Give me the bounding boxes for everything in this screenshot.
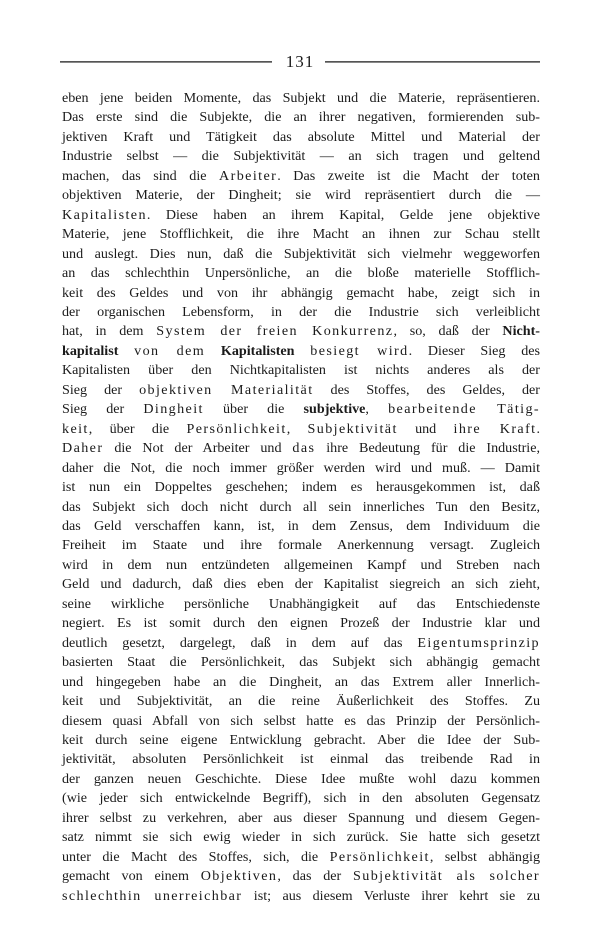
text-segment: Das erste sind die Subjekte, die an ihrer negativen, formierenden sub- bbox=[62, 109, 540, 126]
text-segment: , bbox=[365, 401, 389, 418]
text-line bbox=[62, 770, 540, 789]
text-segment: ist; aus diesem Verluste ihrer kehrt sie zu bbox=[242, 887, 541, 904]
page-header bbox=[60, 52, 540, 72]
text-segment: , über die bbox=[88, 420, 187, 437]
text-segment: die Not der Arbeiter und bbox=[103, 440, 293, 457]
spaced-emphasis: Subjektivität bbox=[307, 420, 398, 437]
text-segment: über die bbox=[203, 401, 304, 418]
bold-emphasis: Kapitalisten bbox=[220, 342, 295, 359]
text-line bbox=[62, 459, 540, 478]
spaced-emphasis: ihre Kraft bbox=[453, 420, 537, 437]
text-segment: Freiheit im Staate und ihre formale Anerkennung versagt. Zugleich bbox=[62, 537, 540, 554]
text-line bbox=[62, 225, 540, 244]
text-segment: und hingegeben habe an die Dingheit, an das Extrem aller Innerlich- bbox=[62, 673, 540, 690]
text-line bbox=[62, 361, 540, 380]
text-segment: objektiven Materie, der Dingheit; sie wird repräsentiert durch die — bbox=[62, 187, 540, 204]
text-segment: , bbox=[286, 420, 308, 437]
text-line bbox=[62, 264, 540, 283]
text-segment: . Das zweite ist die Macht der toten bbox=[277, 167, 540, 184]
spaced-emphasis: System der freien Konkurrenz bbox=[156, 323, 394, 340]
text-line bbox=[62, 322, 540, 341]
text-segment: eben jene beiden Momente, das Subjekt und die Materie, repräsentieren. bbox=[62, 90, 540, 106]
spaced-emphasis: Persönlichkeit bbox=[186, 420, 287, 437]
bold-emphasis: kapitalist bbox=[62, 342, 119, 359]
spaced-emphasis: keit bbox=[62, 420, 89, 437]
text-line bbox=[62, 89, 540, 108]
text-line bbox=[62, 712, 540, 731]
text-line bbox=[62, 673, 540, 692]
text-line bbox=[62, 556, 540, 575]
text-line bbox=[62, 750, 540, 769]
text-line bbox=[62, 478, 540, 497]
text-line bbox=[62, 400, 540, 419]
spaced-emphasis: besiegt wird bbox=[310, 342, 409, 359]
text-segment: der organischen Lebensform, in der die Industrie sich verleiblicht bbox=[62, 303, 540, 320]
text-segment: deutlich gesetzt, dargelegt, daß in dem auf das bbox=[62, 634, 418, 651]
spaced-emphasis: objektiven Materialität bbox=[139, 381, 314, 398]
text-line bbox=[62, 614, 540, 633]
text-segment: keit und Subjektivität, an die reine Äußerlichkeit des Stoffes. Zu bbox=[62, 693, 540, 710]
text-segment: ist nun ein Doppeltes geschehen; indem es herausgekommen ist, daß bbox=[62, 479, 540, 496]
header-rule-right bbox=[325, 61, 540, 63]
spaced-emphasis: Dingheit bbox=[143, 401, 204, 418]
text-segment: seine wirkliche persönliche Unabhängigkeit auf das Entschiedenste bbox=[62, 595, 540, 612]
text-segment: an das schlechthin Unpersönliche, an die bloße materielle Stofflich- bbox=[62, 265, 540, 282]
text-line bbox=[62, 731, 540, 750]
spaced-emphasis: das bbox=[292, 440, 316, 457]
text-line bbox=[62, 342, 540, 361]
text-line bbox=[62, 653, 540, 672]
text-line bbox=[62, 498, 540, 517]
text-segment: gemacht von einem bbox=[62, 868, 201, 885]
text-line bbox=[62, 206, 540, 225]
text-segment: , das der bbox=[277, 868, 354, 885]
body-text bbox=[62, 89, 540, 906]
text-line bbox=[62, 439, 540, 458]
text-line bbox=[62, 692, 540, 711]
text-line bbox=[62, 828, 540, 847]
text-segment: daher die Not, die noch immer größer werden wird und muß. — Damit bbox=[62, 459, 540, 476]
text-segment: diesem quasi Abfall von sich selbst hatte es das Prinzip der Persönlich- bbox=[62, 712, 540, 729]
spaced-emphasis: Arbeiter bbox=[219, 167, 278, 184]
text-segment: das Subjekt sich doch nicht durch all sein innerliches Tun den Besitz, bbox=[62, 498, 540, 515]
text-line bbox=[62, 128, 540, 147]
text-line bbox=[62, 381, 540, 400]
spaced-emphasis: schlechthin unerreichbar bbox=[62, 887, 243, 904]
text-segment: ihrer selbst zu verkehren, aber aus dieser Spannung und diesem Gegen- bbox=[62, 809, 540, 826]
text-line bbox=[62, 867, 540, 886]
text-line bbox=[62, 284, 540, 303]
text-segment: keit durch seine eigene Entwicklung gebracht. Aber die Idee der Sub- bbox=[62, 731, 540, 748]
text-segment: Sieg der bbox=[62, 381, 140, 398]
spaced-emphasis: Subjektivität als solcher bbox=[353, 868, 540, 885]
page-number: 131 bbox=[285, 52, 315, 71]
text-line bbox=[62, 848, 540, 867]
spaced-emphasis: Objektiven bbox=[200, 868, 278, 885]
text-segment bbox=[295, 343, 311, 359]
text-segment: , so, daß der bbox=[393, 323, 503, 340]
text-segment: der ganzen neuen Geschichte. Diese Idee mußte wohl dazu kommen bbox=[62, 770, 540, 787]
text-segment: ihre Bedeutung für die Industrie, bbox=[315, 440, 541, 457]
text-line bbox=[62, 245, 540, 264]
text-segment: . Dieser Sieg des bbox=[408, 342, 540, 359]
text-segment bbox=[118, 343, 134, 359]
text-segment: jektiven Kraft und Tätigkeit das absolute Mittel und Material der bbox=[62, 128, 540, 145]
text-segment: Industrie selbst — die Subjektivität — an sich tragen und geltend bbox=[62, 148, 540, 165]
text-line bbox=[62, 108, 540, 127]
text-segment: das Geld verschaffen kann, ist, in dem Zensus, dem Individuum die bbox=[62, 517, 540, 534]
text-line bbox=[62, 575, 540, 594]
text-line bbox=[62, 517, 540, 536]
text-segment: Geld und dadurch, daß dies eben der Kapitalist siegreich an sich zieht, bbox=[62, 576, 540, 593]
text-segment: des Stoffes, des Geldes, der bbox=[313, 381, 540, 398]
text-line bbox=[62, 420, 540, 439]
spaced-emphasis: Daher bbox=[62, 440, 104, 457]
text-line bbox=[62, 595, 540, 614]
spaced-emphasis: bearbeitende Tätig- bbox=[388, 401, 541, 418]
text-segment: Kapitalisten über den Nichtkapitalisten ist nichts anderes als der bbox=[62, 362, 540, 379]
text-segment: unter die Macht des Stoffes, sich, die bbox=[62, 848, 330, 865]
text-segment: machen, das sind die bbox=[62, 167, 220, 184]
text-segment: , selbst abhängig bbox=[429, 848, 540, 865]
spaced-emphasis: Eigentumsprinzip bbox=[417, 634, 540, 651]
text-line bbox=[62, 303, 540, 322]
text-segment: und auslegt. Dies nun, daß die Subjektivität sich vielmehr weggeworfen bbox=[62, 245, 540, 262]
text-line bbox=[62, 634, 540, 653]
text-segment: und bbox=[397, 420, 454, 437]
spaced-emphasis: Persönlichkeit bbox=[329, 848, 430, 865]
text-line bbox=[62, 887, 540, 906]
text-line bbox=[62, 809, 540, 828]
text-segment: basierten Staat die Persönlichkeit, das Subjekt sich abhängig gemacht bbox=[62, 654, 540, 671]
text-segment: satz nimmt sie sich ewig wieder in sich zurück. Sie hatte sich gesetzt bbox=[62, 829, 540, 846]
text-segment: wird in dem nun entzündeten allgemeinen Kampf und Streben nach bbox=[62, 556, 540, 573]
header-rule-left bbox=[60, 61, 272, 63]
spaced-emphasis: Kapitalisten bbox=[62, 206, 147, 223]
text-line bbox=[62, 186, 540, 205]
spaced-emphasis: von dem bbox=[134, 342, 206, 359]
text-segment: Sieg der bbox=[62, 401, 144, 418]
text-segment: . Diese haben an ihrem Kapital, Gelde jene objektive bbox=[146, 206, 540, 223]
text-segment: negiert. Es ist somit durch den eignen Prozeß der Industrie klar und bbox=[62, 615, 540, 632]
text-line bbox=[62, 789, 540, 808]
bold-emphasis: subjektive bbox=[303, 401, 366, 418]
text-line bbox=[62, 167, 540, 186]
text-segment: jektivität, absoluten Persönlichkeit ist einmal das treibende Rad in bbox=[62, 751, 540, 768]
text-segment: (wie jeder sich entwickelnde Begriff), sich in den absoluten Gegensatz bbox=[62, 790, 540, 807]
bold-emphasis: Nicht- bbox=[502, 323, 540, 340]
text-segment: . bbox=[536, 420, 541, 437]
text-segment: keit des Geldes und von ihr abhängig gemacht habe, zeigt sich in bbox=[62, 284, 540, 301]
text-segment: Materie, jene Stofflichkeit, die ihre Macht an ihnen zur Schau stellt bbox=[62, 226, 540, 243]
text-segment bbox=[205, 343, 221, 359]
text-line bbox=[62, 147, 540, 166]
text-segment: hat, in dem bbox=[62, 323, 157, 340]
text-line bbox=[62, 536, 540, 555]
